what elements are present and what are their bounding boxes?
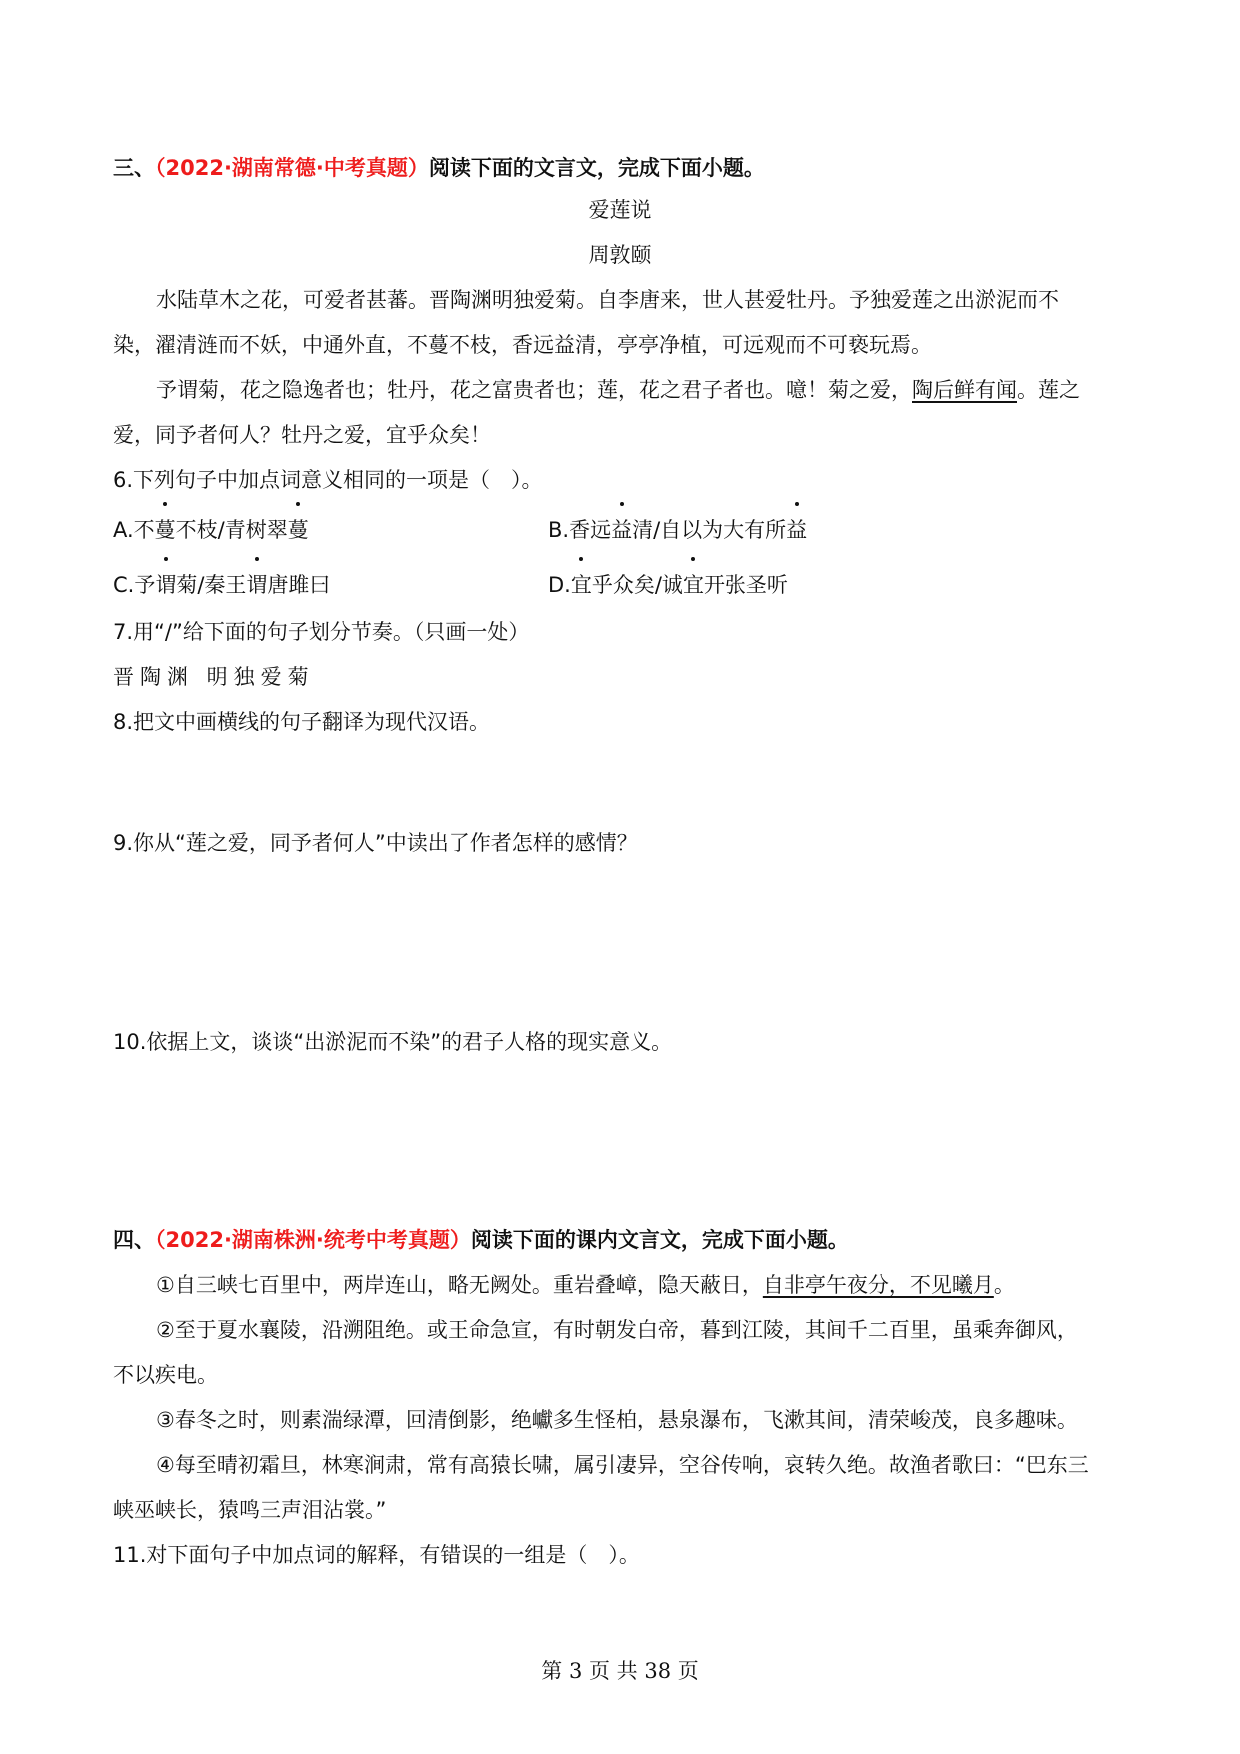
passage-title: 爱莲说 (588, 198, 652, 222)
question-8-stem: 8.把文中画横线的句子翻译为现代汉语。 (113, 710, 491, 734)
section3-instruction: 阅读下面的文言文，完成下面小题。 (428, 156, 765, 180)
emphasis-dot-char: 益 (786, 518, 808, 542)
emphasis-dot-char: 蔓 (154, 518, 176, 542)
passage-author: 周敦颐 (588, 243, 652, 267)
question-7-sentence: 晋陶渊 明独爱菊 (113, 665, 315, 689)
emphasis-dot-char: 宜 (570, 573, 592, 597)
underlined-sentence: 陶后鲜有闻 (912, 378, 1017, 402)
section3-source: （2022·湖南常德·中考真题） (155, 156, 429, 180)
passage-para1-line1: 水陆草木之花，可爱者甚蕃。晋陶渊明独爱菊。自李唐来，世人甚爱牡丹。予独爱莲之出淤泥而不 (156, 288, 1059, 312)
question-7-stem: 7.用“/”给下面的句子划分节奏。（只画一处） (113, 620, 530, 644)
emphasis-dot-char: 谓 (155, 573, 177, 597)
section4-para4-line2: 峡巫峡长，猿鸣三声泪沾裳。” (113, 1498, 387, 1522)
passage-para2-line2: 爱，同予者何人？牡丹之爱，宜乎众矣！ (113, 423, 491, 447)
page-number-footer: 第 3 页 共 38 页 (541, 1659, 699, 1683)
section4-number: 四、 (113, 1228, 155, 1252)
emphasis-dot-char: 宜 (682, 573, 704, 597)
section3-header (113, 154, 765, 182)
q6-option-c[interactable]: C.予谓菊/秦王谓唐雎曰 (113, 573, 331, 597)
para2-text-pre: 予谓菊，花之隐逸者也；牡丹，花之富贵者也；莲，花之君子者也。噫！菊之爱， (156, 378, 912, 402)
section4-para1: ①自三峡七百里中，两岸连山，略无阙处。重岩叠嶂，隐天蔽日，自非亭午夜分，不见曦月。 (156, 1273, 1015, 1297)
passage-para2-line1 (156, 376, 1080, 404)
passage-para1-line2: 染，濯清涟而不妖，中通外直，不蔓不枝，香远益清，亭亭净植，可远观而不可亵玩焉。 (113, 333, 932, 357)
emphasis-dot-char: 谓 (246, 573, 268, 597)
section4-para4-line1: ④每至晴初霜旦，林寒涧肃，常有高猿长啸，属引凄异，空谷传响，哀转久绝。故渔者歌曰：“巴东三 (156, 1453, 1089, 1477)
section4-para2-line1: ②至于夏水襄陵，沿溯阻绝。或王命急宣，有时朝发白帝，暮到江陵，其间千二百里，虽乘奔御风， (156, 1318, 1078, 1342)
q6-option-a[interactable]: A.不蔓不枝/青树翠蔓 (113, 518, 309, 542)
question-9-stem: 9.你从“莲之爱，同予者何人”中读出了作者怎样的感情？ (113, 831, 638, 855)
question-10-answer-area[interactable] (113, 1065, 1123, 1215)
section4-instruction: 阅读下面的课内文言文，完成下面小题。 (470, 1228, 849, 1252)
question-6-stem: 6.下列句子中加点词意义相同的一项是（ ）。 (113, 468, 543, 492)
question-10-stem: 10.依据上文，谈谈“出淤泥而不染”的君子人格的现实意义。 (113, 1030, 673, 1054)
para2-text-post: 。莲之 (1017, 378, 1080, 402)
section4-para2-line2: 不以疾电。 (113, 1363, 218, 1387)
question-11-stem: 11.对下面句子中加点词的解释，有错误的一组是（ ）。 (113, 1543, 640, 1567)
q6-option-d[interactable]: D.宜乎众矣/诚宜开张圣听 (548, 573, 788, 597)
section4-source: （2022·湖南株洲·统考中考真题） (155, 1228, 471, 1252)
emphasis-dot-char: 蔓 (287, 518, 309, 542)
section4-para3: ③春冬之时，则素湍绿潭，回清倒影，绝巘多生怪柏，悬泉瀑布，飞漱其间，清荣峻茂，良多趣味。 (156, 1408, 1078, 1432)
question-8-answer-area[interactable] (113, 745, 1123, 825)
underlined-sentence: 自非亭午夜分，不见曦月 (762, 1273, 994, 1297)
emphasis-dot-char: 益 (611, 518, 633, 542)
question-9-answer-area[interactable] (113, 866, 1123, 1016)
section3-number: 三、 (113, 156, 155, 180)
q6-option-b[interactable]: B.香远益清/自以为大有所益 (548, 518, 808, 542)
section4-header (113, 1226, 849, 1254)
